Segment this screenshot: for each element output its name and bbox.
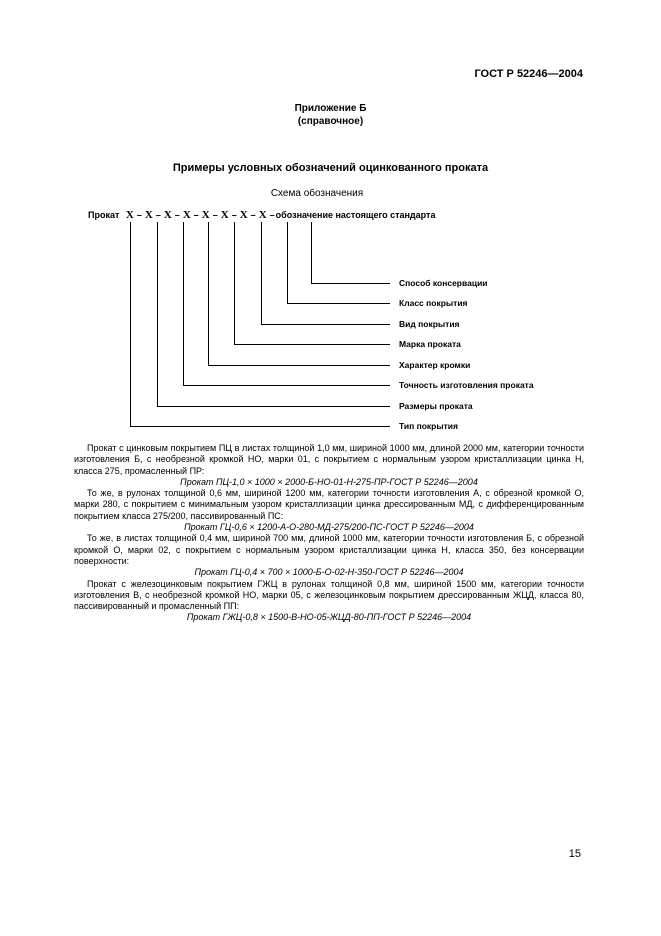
scheme-placeholder-1: Х <box>125 209 134 221</box>
scheme-dash: – <box>136 210 142 220</box>
scheme-leader-lines <box>0 0 661 460</box>
scheme-label-grade: Марка проката <box>399 339 461 349</box>
scheme-dash: – <box>193 210 199 220</box>
example-designation: Прокат ГЦ-0,4 × 700 × 1000-Б-О-02-Н-350-ГОСТ Р 52246—2004 <box>194 567 464 578</box>
scheme-label-accuracy: Точность изготовления проката <box>399 380 534 390</box>
scheme-placeholder-4: Х <box>182 209 191 221</box>
scheme-dash: – <box>231 210 237 220</box>
scheme-label-coating-kind: Вид покрытия <box>399 319 460 329</box>
example-description: То же, в рулонах толщиной 0,6 мм, шириной 1200 мм, категории точности изготовления А, с обрезной кромкой О, марки 280, с покрытием с минимальным узором кристаллизации цинка дрессированным МД, с дифференцированным покрытием класса 275/200, пассивированный ПС: <box>74 488 584 521</box>
scheme-label-edge: Характер кромки <box>399 360 471 370</box>
example-designation: Прокат ПЦ-1,0 × 1000 × 2000-Б-НО-01-Н-275-ПР-ГОСТ Р 52246—2004 <box>180 476 478 487</box>
leader-line-conservation <box>312 222 391 284</box>
scheme-placeholder-7: Х <box>239 209 248 221</box>
section-title: Примеры условных обозначений оцинкованного проката <box>172 162 489 174</box>
example-designation: Прокат ГЦ-0,6 × 1200-А-О-280-МД-275/200-ПС-ГОСТ Р 52246—2004 <box>184 522 474 533</box>
scheme-placeholder-2: Х <box>144 209 153 221</box>
scheme-prefix: Прокат <box>88 210 120 220</box>
document-standard-header: ГОСТ Р 52246—2004 <box>474 68 583 80</box>
leader-line-coating-kind <box>262 222 391 325</box>
example-designation: Прокат ГЖЦ-0,8 × 1500-В-НО-05-ЖЦД-80-ПП-ГОСТ Р 52246—2004 <box>186 612 472 623</box>
scheme-placeholder-5: Х <box>201 209 210 221</box>
scheme-placeholder-3: Х <box>163 209 172 221</box>
scheme-label-coating-type: Тип покрытия <box>399 421 458 431</box>
scheme-placeholder-6: Х <box>220 209 229 221</box>
leader-line-coating-class <box>288 222 391 304</box>
leader-line-dimensions <box>158 222 391 407</box>
scheme-dash: – <box>155 210 161 220</box>
scheme-label-conservation: Способ консервации <box>399 278 488 288</box>
page-number: 15 <box>568 848 581 860</box>
scheme-caption: Схема обозначения <box>270 188 364 199</box>
scheme-label-coating-class: Класс покрытия <box>399 298 468 308</box>
scheme-placeholder-8: Х <box>258 209 267 221</box>
examples-body <box>74 443 584 624</box>
example-description: Прокат с железоцинковым покрытием ГЖЦ в рулонах толщиной 0,8 мм, шириной 1500 мм, категории точности изготовления В, с необрезной кромкой НО, марки 05, с железоцинковым покрытием дрессированным ЖЦД, класса 80, пассивированный и промасленный ПП: <box>74 578 584 612</box>
scheme-tail: обозначение настоящего стандарта <box>275 210 436 220</box>
leader-line-edge <box>209 222 391 366</box>
scheme-dash: – <box>174 210 180 220</box>
scheme-dash: – <box>250 210 256 220</box>
scheme-label-dimensions: Размеры проката <box>399 401 473 411</box>
appendix-subtitle: (справочное) <box>297 116 364 127</box>
example-description: Прокат с цинковым покрытием ПЦ в листах толщиной 1,0 мм, шириной 1000 мм, длиной 2000 мм, категории точности изготовления Б, с необрезной кромкой НО, марки 01, с покрытием с нормальным узором кристаллизации цинка Н, класса 275, промасленный ПР: <box>74 443 584 476</box>
scheme-dash: – <box>269 210 275 220</box>
example-description: То же, в листах толщиной 0,4 мм, шириной 700 мм, длиной 1000 мм, категории точности изготовления Б, с обрезной кромкой О, марки 02, с покрытием с нормальным узором кристаллизации цинка Н, класса 350, без консервации поверхности: <box>74 533 584 566</box>
scheme-dash: – <box>212 210 218 220</box>
appendix-title: Приложение Б <box>294 103 367 114</box>
